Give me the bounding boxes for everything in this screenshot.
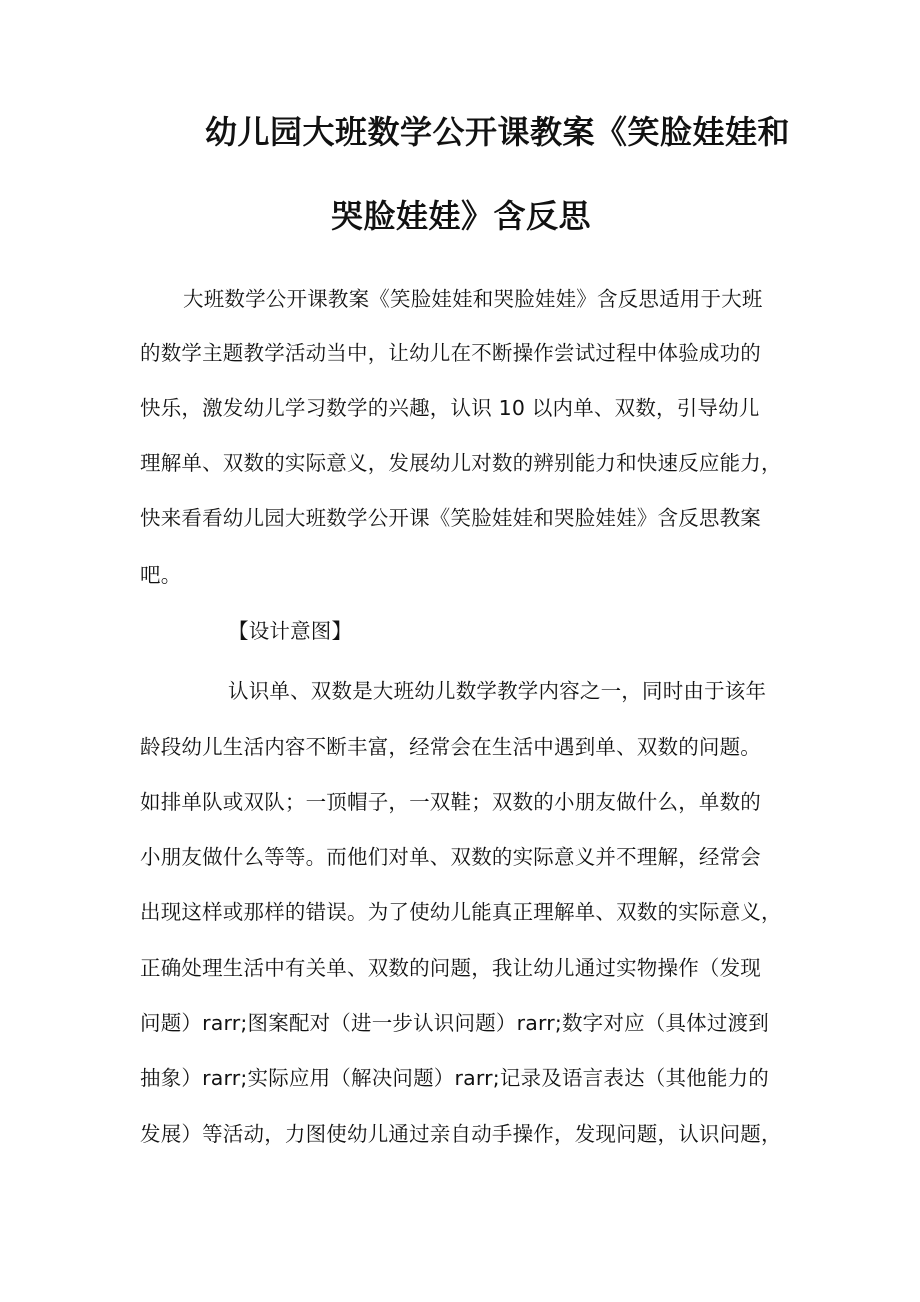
- intro-line: 快乐，激发幼儿学习数学的兴趣，认识 10 以内单、双数，引导幼儿: [140, 396, 760, 420]
- body-line: 认识单、双数是大班幼儿数学教学内容之一，同时由于该年: [228, 679, 767, 703]
- body-line: 抽象）rarr;实际应用（解决问题）rarr;记录及语言表达（其他能力的: [140, 1066, 769, 1090]
- intro-line: 吧。: [140, 563, 182, 587]
- body-line: 小朋友做什么等等。而他们对单、双数的实际意义并不理解，经常会: [140, 845, 761, 869]
- document-title-line-2: 哭脸娃娃》含反思: [331, 197, 592, 235]
- intro-line: 的数学主题教学活动当中，让幼儿在不断操作尝试过程中体验成功的: [140, 341, 761, 365]
- section-heading: 【设计意图】: [228, 619, 353, 643]
- intro-line: 快来看看幼儿园大班数学公开课《笑脸娃娃和哭脸娃娃》含反思教案: [140, 506, 761, 530]
- body-line: 正确处理生活中有关单、双数的问题，我让幼儿通过实物操作（发现: [140, 956, 761, 980]
- intro-line: 大班数学公开课教案《笑脸娃娃和哭脸娃娃》含反思适用于大班: [183, 287, 763, 311]
- body-line: 发展）等活动，力图使幼儿通过亲自动手操作，发现问题，认识问题，: [140, 1122, 782, 1146]
- body-line: 出现这样或那样的错误。为了使幼儿能真正理解单、双数的实际意义，: [140, 900, 782, 924]
- intro-line: 理解单、双数的实际意义，发展幼儿对数的辨别能力和快速反应能力，: [140, 451, 782, 475]
- document-title-line-1: 幼儿园大班数学公开课教案《笑脸娃娃和: [205, 113, 791, 151]
- body-line: 如排单队或双队；一顶帽子，一双鞋；双数的小朋友做什么，单数的: [140, 790, 761, 814]
- body-line: 龄段幼儿生活内容不断丰富，经常会在生活中遇到单、双数的问题。: [140, 735, 761, 759]
- body-line: 问题）rarr;图案配对（进一步认识问题）rarr;数字对应（具体过渡到: [140, 1011, 769, 1035]
